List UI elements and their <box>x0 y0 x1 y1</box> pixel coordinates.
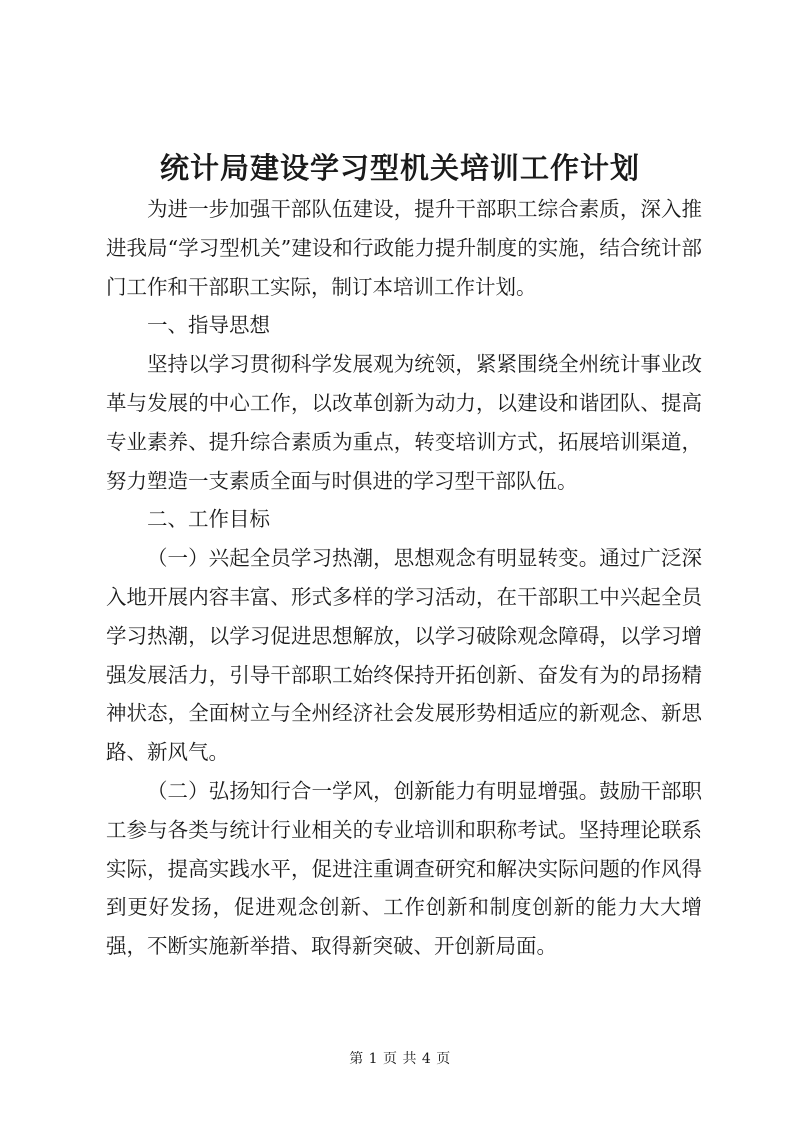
document-title: 统计局建设学习型机关培训工作计划 <box>159 151 640 185</box>
section-heading-guiding-ideology: 一、指导思想 <box>147 313 270 338</box>
document-body <box>106 190 702 966</box>
section-heading-work-goals: 二、工作目标 <box>147 507 270 532</box>
guiding-ideology-paragraph: 坚持以学习贯彻科学发展观为统领，紧紧围绕全州统计事业改革与发展的中心工作，以改革创新为动力，以建设和谐团队、提高专业素养、提升综合素质为重点，转变培训方式，拓展培训渠道，努力塑造一支素质全面与时俱进的学习型干部队伍。 <box>106 352 702 493</box>
page-footer: 第 1 页 共 4 页 <box>349 1051 451 1067</box>
goal-two-paragraph: （二）弘扬知行合一学风，创新能力有明显增强。鼓励干部职工参与各类与统计行业相关的专业培训和职称考试。坚持理论联系实际，提高实践水平，促进注重调查研究和解决实际问题的作风得到更好发扬，促进观念创新、工作创新和制度创新的能力大大增强，不断实施新举措、取得新突破、开创新局面。 <box>106 778 702 959</box>
intro-paragraph: 为进一步加强干部队伍建设，提升干部职工综合素质，深入推进我局“学习型机关”建设和行政能力提升制度的实施，结合统计部门工作和干部职工实际，制订本培训工作计划。 <box>106 197 702 299</box>
goal-one-paragraph: （一）兴起全员学习热潮，思想观念有明显转变。通过广泛深入地开展内容丰富、形式多样的学习活动，在干部职工中兴起全员学习热潮，以学习促进思想解放，以学习破除观念障碍，以学习增强发展活力，引导干部职工始终保持开拓创新、奋发有为的昂扬精神状态，全面树立与全州经济社会发展形势相适应的新观念、新思路、新风气。 <box>106 546 702 765</box>
